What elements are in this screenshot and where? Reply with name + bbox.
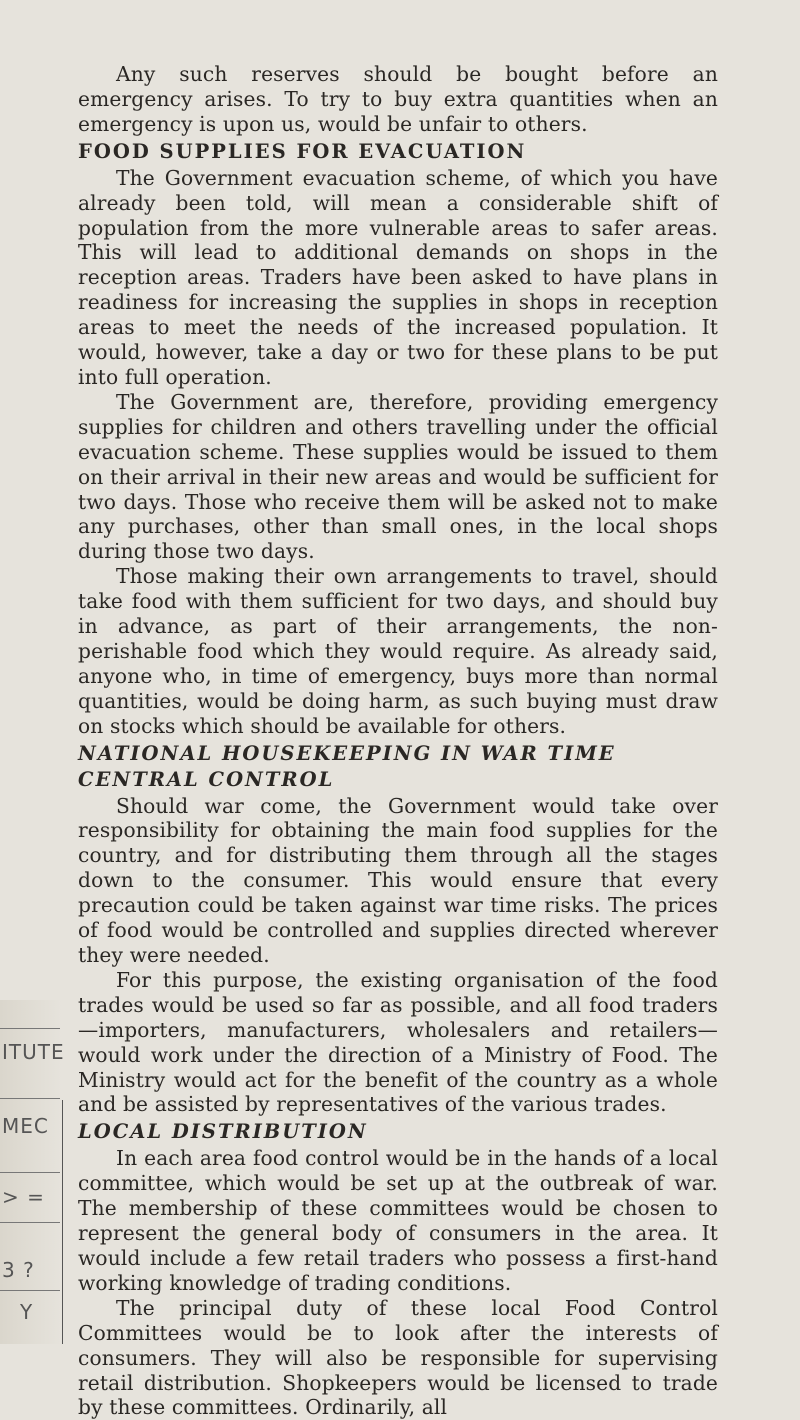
margin-rule [0, 1222, 60, 1223]
margin-fragment: > = [2, 1185, 45, 1209]
margin-rule [0, 1028, 60, 1029]
paragraph: In each area food control would be in the hands of a local committee, which would be set up at the outbreak of war. The membership of these committees would be chosen to represent the general body of consumers in the area. It would include a few retail traders who possess a first-hand working knowledge of trading conditions. [78, 1146, 718, 1295]
section-heading-housekeeping: NATIONAL HOUSEKEEPING IN WAR TIME [78, 741, 616, 765]
paragraph: Those making their own arrangements to travel, should take food with them sufficient for two days, and should buy in advance, as part of their arrangements, the non-perishable food which they would require. As already said, anyone who, in time of emergency, buys more than normal quantities, would be doing harm, as such buying must draw on stocks which should be available for others. [78, 564, 718, 738]
margin-fragment: ITUTE [2, 1040, 65, 1064]
intro-paragraph: Any such reserves should be bought before an emergency arises. To try to buy extra quantities when an emergency is upon us, would be unfair to others. [78, 62, 718, 136]
adjacent-page-margin [0, 1000, 65, 1344]
paragraph: For this purpose, the existing organisation of the food trades would be used so far as possible, and all food traders—importers, manufacturers, wholesalers and retailers—would work under the direction of a Ministry of Food. The Ministry would act for the benefit of the country as a whole and be assisted by representatives of the various trades. [78, 967, 718, 1117]
subheading-central-control: CENTRAL CONTROL [78, 767, 335, 791]
paragraph: The Government are, therefore, providing emergency supplies for children and others travelling under the official evacuation scheme. These supplies would be issued to them on their arrival in their new areas and would be sufficient for two days. Those who receive them will be asked not to make any purchases, other than small ones, in the local shops during those two days. [78, 389, 718, 564]
margin-fragment: MEC [2, 1114, 49, 1138]
margin-rule [0, 1290, 60, 1291]
section-heading-evacuation: FOOD SUPPLIES FOR EVACUATION [78, 139, 527, 163]
margin-fragment: 3 ? [2, 1258, 35, 1282]
document-page [78, 62, 718, 1420]
margin-fragment: Y [20, 1300, 34, 1324]
paragraph: The Government evacuation scheme, of which you have already been told, will mean a considerable shift of population from the more vulnerable areas to safer areas. This will lead to additional demands on shops in the reception areas. Traders have been asked to have plans in readiness for increasing the supplies in shops in reception areas to meet the needs of the increased population. It would, however, take a day or two for these plans to be put into full operation. [78, 165, 718, 389]
margin-vertical-rule [62, 1100, 63, 1344]
paragraph: The principal duty of these local Food Control Committees would be to look after the interests of consumers. They will also be responsible for supervising retail distribution. Shopkeepers would be licensed to trade by these committees. Ordinarily, all [78, 1295, 718, 1420]
section-heading-local-distribution: LOCAL DISTRIBUTION [78, 1120, 368, 1144]
margin-rule [0, 1172, 60, 1173]
margin-rule [0, 1098, 60, 1099]
paragraph: Should war come, the Government would take over responsibility for obtaining the main food supplies for the country, and for distributing them through all the stages down to the consumer. This would ensure that every precaution could be taken against war time risks. The prices of food would be controlled and supplies directed wherever they were needed. [78, 793, 718, 967]
